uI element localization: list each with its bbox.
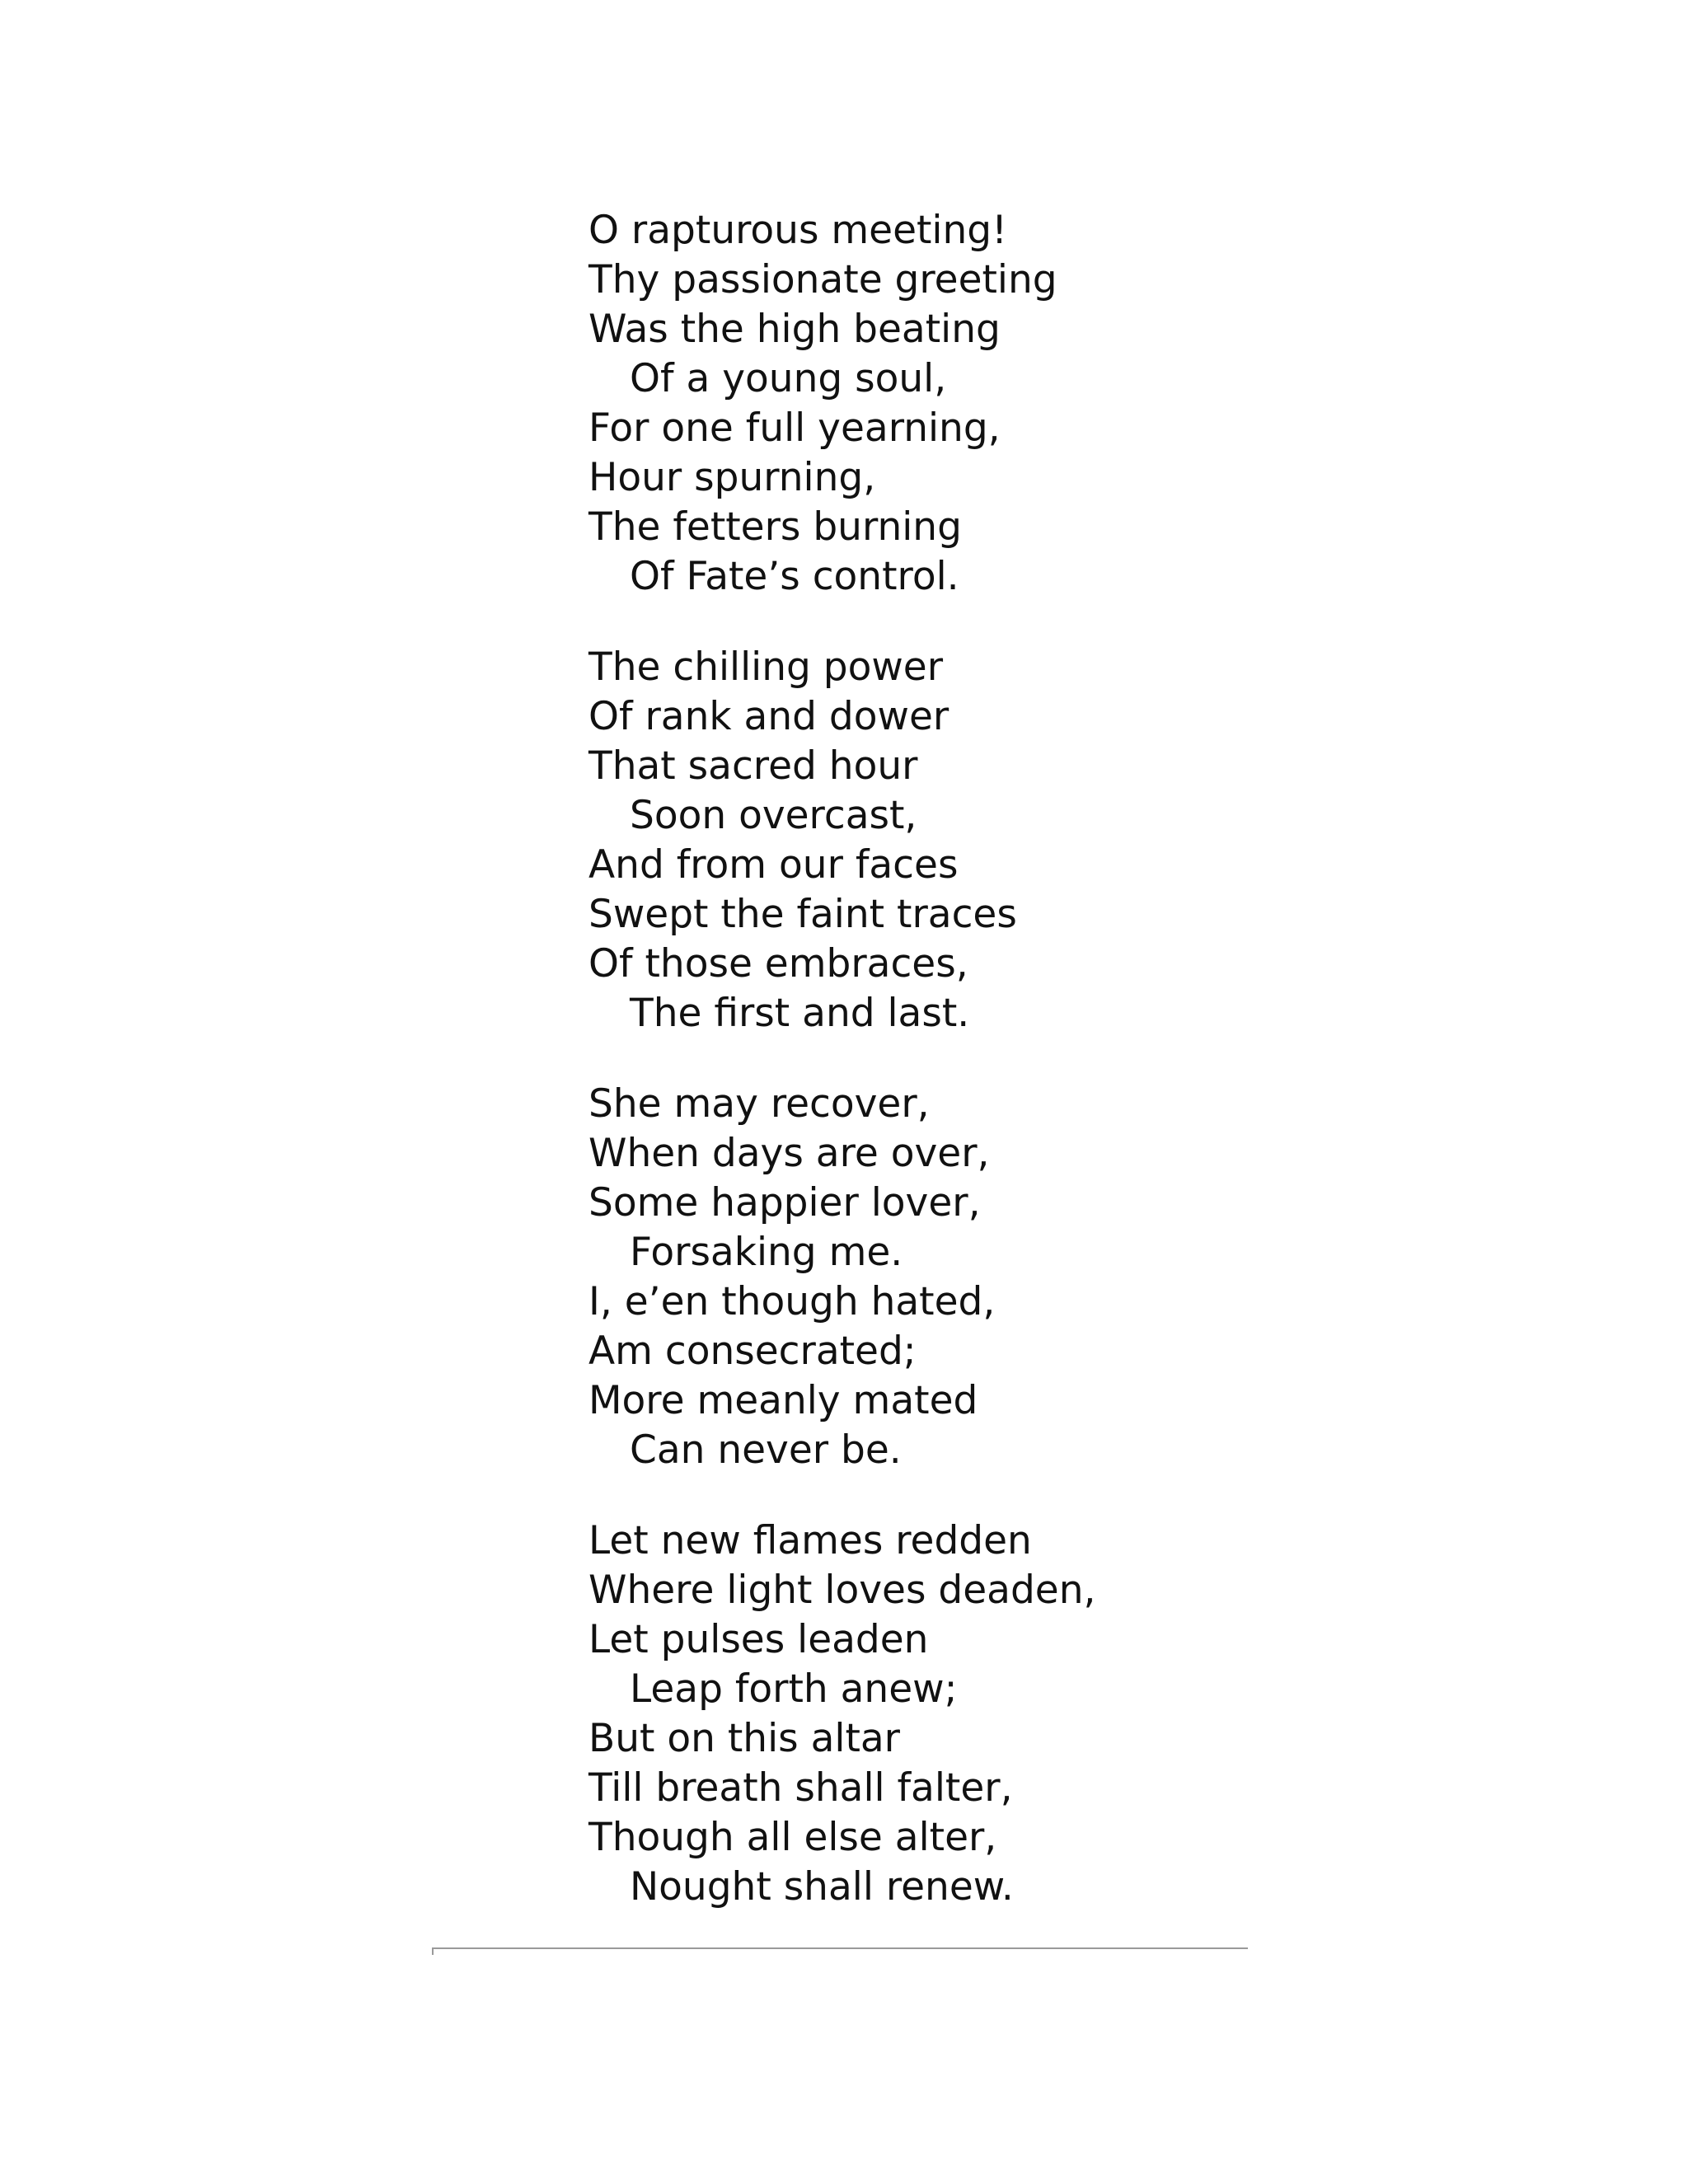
poem-line: Let pulses leaden: [588, 1617, 929, 1662]
poem-line: Till breath shall falter,: [588, 1765, 1013, 1811]
poem-line-indented: Leap forth anew;: [630, 1666, 958, 1712]
poem-line: When days are over,: [588, 1131, 990, 1176]
poem-line-indented: Nought shall renew.: [630, 1864, 1014, 1910]
poem-line: And from our faces: [588, 842, 959, 888]
poem-line: Hour spurning,: [588, 455, 876, 500]
poem-line: For one full yearning,: [588, 405, 1001, 451]
poem-line: Of rank and dower: [588, 694, 950, 739]
stanza-3: [588, 1080, 1330, 1475]
poem-line: More meanly mated: [588, 1378, 978, 1423]
poem-line-indented: The first and last.: [630, 991, 970, 1036]
poem-line: The fetters burning: [588, 504, 962, 550]
stanza-2: [588, 643, 1330, 1038]
page-divider: [432, 1947, 1248, 1949]
poem-line: Of those embraces,: [588, 941, 968, 987]
poem-line: O rapturous meeting!: [588, 208, 1007, 253]
poem-line: Where light loves deaden,: [588, 1568, 1096, 1613]
poem-line: Thy passionate greeting: [588, 257, 1057, 302]
poem-line: Swept the faint traces: [588, 892, 1017, 937]
poem-line-indented: Of Fate’s control.: [630, 554, 959, 599]
poem-line-indented: Forsaking me.: [630, 1230, 903, 1275]
poem: [588, 206, 1330, 1953]
poem-line: Let new flames redden: [588, 1518, 1032, 1563]
poem-line: She may recover,: [588, 1081, 930, 1127]
poem-line: Was the high beating: [588, 307, 1001, 352]
poem-line-indented: Of a young soul,: [630, 356, 947, 401]
poem-line: But on this altar: [588, 1716, 900, 1761]
poem-line-indented: Soon overcast,: [630, 793, 917, 838]
poem-line: Some happier lover,: [588, 1180, 981, 1226]
poem-line: Though all else alter,: [588, 1815, 997, 1860]
poem-line: Am consecrated;: [588, 1329, 917, 1374]
poem-line: The chilling power: [588, 644, 944, 690]
poem-line: I, e’en though hated,: [588, 1279, 996, 1324]
poem-line: That sacred hour: [588, 743, 918, 789]
stanza-1: [588, 206, 1330, 602]
poem-line-indented: Can never be.: [630, 1427, 902, 1473]
stanza-4: [588, 1516, 1330, 1912]
